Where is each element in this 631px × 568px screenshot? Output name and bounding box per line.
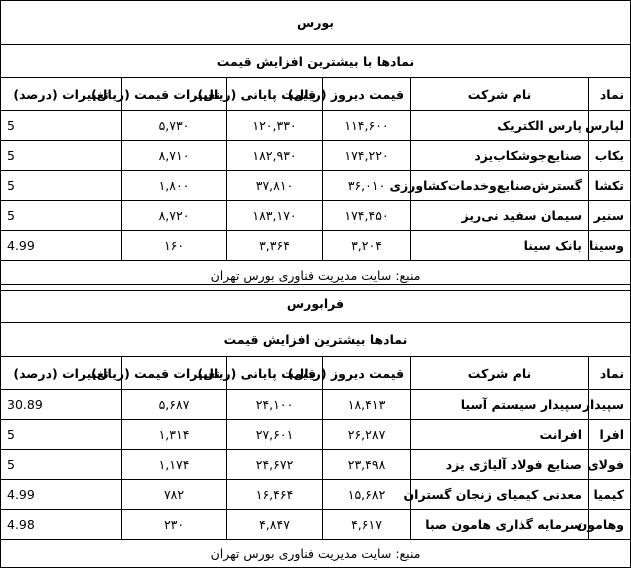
table-header-row bbox=[1, 357, 631, 390]
header-price-change: تغییرات قیمت (ریال) bbox=[122, 78, 227, 111]
header-yesterday-price: قیمت دیروز (ریال) bbox=[323, 357, 411, 390]
market-title: بورس bbox=[1, 1, 631, 45]
cell-percent-change: 5 bbox=[1, 420, 122, 450]
cell-company: سرمایه گذاری هامون صبا bbox=[411, 510, 589, 540]
cell-company: صنایع فولاد آلیاژی یزد bbox=[411, 450, 589, 480]
cell-percent-change: 4.99 bbox=[1, 231, 122, 261]
table-row bbox=[1, 390, 631, 420]
cell-symbol: تکشا bbox=[589, 171, 631, 201]
cell-company: افرانت bbox=[411, 420, 589, 450]
cell-closing-price: ۳۷,۸۱۰ bbox=[227, 171, 323, 201]
cell-price-change: ۱,۳۱۴ bbox=[122, 420, 227, 450]
cell-yesterday-price: ۱۸,۴۱۳ bbox=[323, 390, 411, 420]
header-closing-price: قیمت پایانی (ریال) bbox=[227, 357, 323, 390]
cell-yesterday-price: ۳,۲۰۴ bbox=[323, 231, 411, 261]
table-row bbox=[1, 141, 631, 171]
table-row bbox=[1, 510, 631, 540]
header-percent-change: تغییرات (درصد) bbox=[1, 78, 122, 111]
cell-percent-change: 5 bbox=[1, 450, 122, 480]
cell-symbol: کیمیا bbox=[589, 480, 631, 510]
cell-closing-price: ۳,۳۶۴ bbox=[227, 231, 323, 261]
cell-symbol: وسینا bbox=[589, 231, 631, 261]
cell-price-change: ۲۳۰ bbox=[122, 510, 227, 540]
table-header-row bbox=[1, 78, 631, 111]
header-percent-change: تغییرات (درصد) bbox=[1, 357, 122, 390]
cell-yesterday-price: ۲۶,۲۸۷ bbox=[323, 420, 411, 450]
table-row bbox=[1, 450, 631, 480]
cell-price-change: ۷۸۲ bbox=[122, 480, 227, 510]
header-closing-price: قیمت پایانی (ریال) bbox=[227, 78, 323, 111]
cell-percent-change: 5 bbox=[1, 171, 122, 201]
market-title: فرابورس bbox=[1, 285, 631, 323]
table-row bbox=[1, 420, 631, 450]
cell-percent-change: 5 bbox=[1, 201, 122, 231]
cell-percent-change: 30.89 bbox=[1, 390, 122, 420]
cell-percent-change: 5 bbox=[1, 111, 122, 141]
cell-price-change: ۱۶۰ bbox=[122, 231, 227, 261]
cell-symbol: بکاب bbox=[589, 141, 631, 171]
cell-company: سیمان سفید نی‌ریز bbox=[411, 201, 589, 231]
table-row bbox=[1, 201, 631, 231]
cell-company: گسترش‌صنایع‌وخدمات‌کشاورزی bbox=[411, 171, 589, 201]
table-row bbox=[1, 171, 631, 201]
cell-price-change: ۱,۱۷۴ bbox=[122, 450, 227, 480]
cell-closing-price: ۲۴,۶۷۲ bbox=[227, 450, 323, 480]
cell-price-change: ۱,۸۰۰ bbox=[122, 171, 227, 201]
cell-closing-price: ۱۸۲,۹۳۰ bbox=[227, 141, 323, 171]
table-row bbox=[1, 111, 631, 141]
header-company: نام شرکت bbox=[411, 78, 589, 111]
cell-yesterday-price: ۳۶,۰۱۰ bbox=[323, 171, 411, 201]
cell-percent-change: 4.99 bbox=[1, 480, 122, 510]
cell-company: معدنی کیمیای زنجان گستران bbox=[411, 480, 589, 510]
cell-symbol: لپارس bbox=[589, 111, 631, 141]
cell-yesterday-price: ۱۷۴,۲۲۰ bbox=[323, 141, 411, 171]
table-subtitle: نمادها بیشترین افزایش قیمت bbox=[1, 323, 631, 357]
cell-closing-price: ۲۴,۱۰۰ bbox=[227, 390, 323, 420]
cell-yesterday-price: ۱۱۴,۶۰۰ bbox=[323, 111, 411, 141]
cell-symbol: سنیر bbox=[589, 201, 631, 231]
table-row bbox=[1, 480, 631, 510]
header-company: نام شرکت bbox=[411, 357, 589, 390]
cell-percent-change: 4.98 bbox=[1, 510, 122, 540]
table-row bbox=[1, 231, 631, 261]
cell-company: بانک سینا bbox=[411, 231, 589, 261]
cell-company: پارس الکتریک bbox=[411, 111, 589, 141]
header-price-change: تغییرات قیمت (ریال) bbox=[122, 357, 227, 390]
source-note: منبع: سایت مدیریت فناوری بورس تهران bbox=[1, 261, 631, 291]
farabourse-table bbox=[0, 284, 631, 568]
header-symbol: نماد bbox=[589, 357, 631, 390]
cell-price-change: ۸,۷۱۰ bbox=[122, 141, 227, 171]
cell-company: سپیدار سیستم آسیا bbox=[411, 390, 589, 420]
cell-price-change: ۵,۷۳۰ bbox=[122, 111, 227, 141]
cell-yesterday-price: ۱۷۴,۴۵۰ bbox=[323, 201, 411, 231]
cell-closing-price: ۴,۸۴۷ bbox=[227, 510, 323, 540]
cell-symbol: سپیدار bbox=[589, 390, 631, 420]
cell-yesterday-price: ۲۳,۴۹۸ bbox=[323, 450, 411, 480]
cell-symbol: فولای bbox=[589, 450, 631, 480]
cell-company: صنایع‌جوشکاب‌یزد bbox=[411, 141, 589, 171]
cell-closing-price: ۱۸۳,۱۷۰ bbox=[227, 201, 323, 231]
header-yesterday-price: قیمت دیروز (ریال) bbox=[323, 78, 411, 111]
cell-closing-price: ۱۶,۴۶۴ bbox=[227, 480, 323, 510]
table-subtitle: نمادها با بیشترین افزایش قیمت bbox=[1, 45, 631, 78]
cell-price-change: ۸,۷۲۰ bbox=[122, 201, 227, 231]
cell-closing-price: ۲۷,۶۰۱ bbox=[227, 420, 323, 450]
cell-symbol: افرا bbox=[589, 420, 631, 450]
cell-percent-change: 5 bbox=[1, 141, 122, 171]
cell-price-change: ۵,۶۸۷ bbox=[122, 390, 227, 420]
cell-symbol: وهامون bbox=[589, 510, 631, 540]
header-symbol: نماد bbox=[589, 78, 631, 111]
cell-yesterday-price: ۱۵,۶۸۲ bbox=[323, 480, 411, 510]
cell-closing-price: ۱۲۰,۳۳۰ bbox=[227, 111, 323, 141]
source-note: منبع: سایت مدیریت فناوری بورس تهران bbox=[1, 540, 631, 568]
cell-yesterday-price: ۴,۶۱۷ bbox=[323, 510, 411, 540]
